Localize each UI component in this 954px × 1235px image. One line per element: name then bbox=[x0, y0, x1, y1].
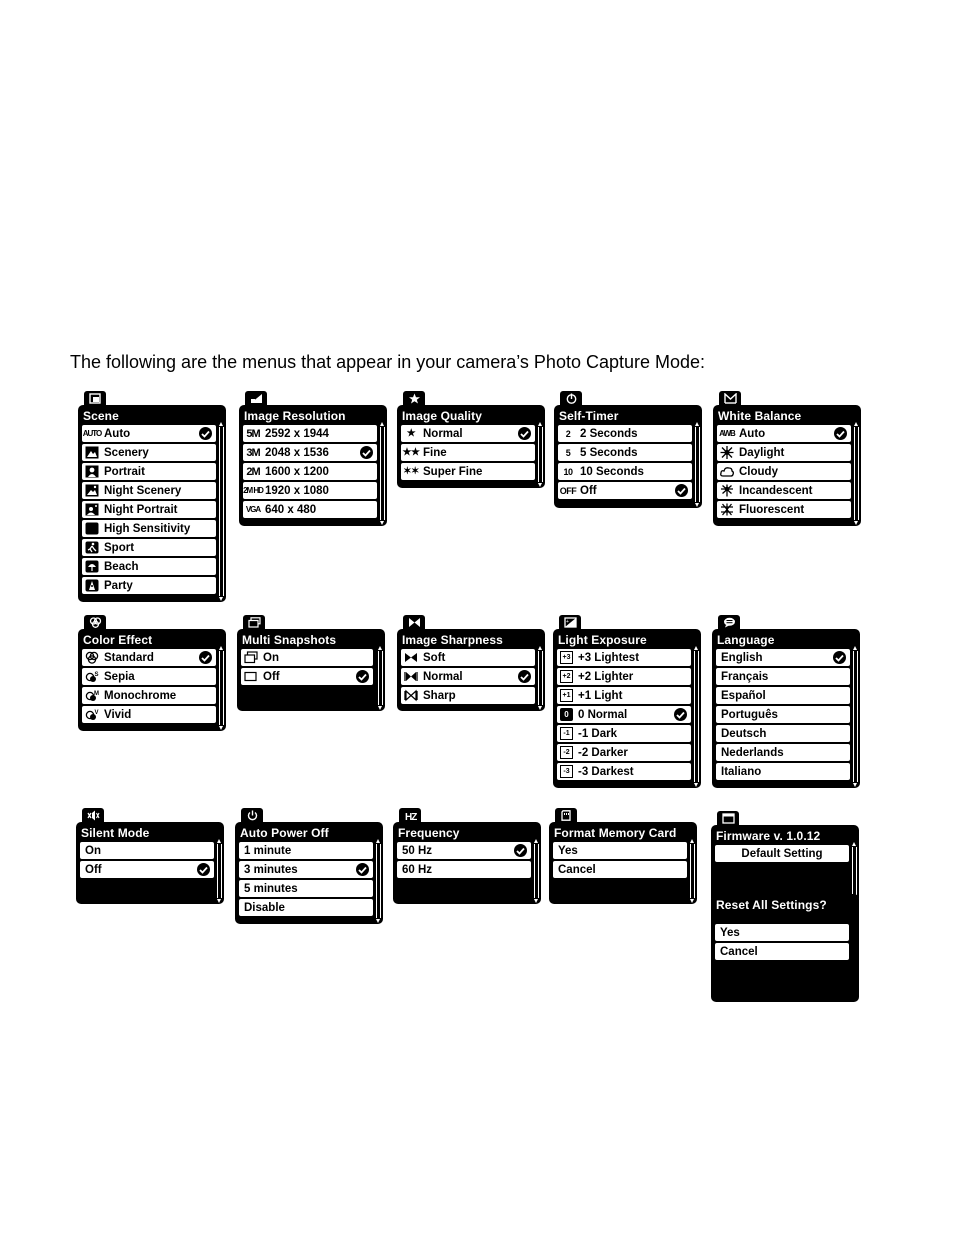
scrollbar[interactable] bbox=[219, 651, 224, 725]
menu-item[interactable] bbox=[557, 763, 691, 780]
menu-panel bbox=[549, 822, 697, 904]
menu-item-label: Monochrome bbox=[104, 689, 177, 702]
menu-items bbox=[557, 649, 691, 782]
menu-item-label: Sport bbox=[104, 541, 135, 554]
menu-item-label: 1920 x 1080 bbox=[265, 484, 329, 497]
menu-items bbox=[241, 649, 373, 687]
menu-item[interactable] bbox=[715, 924, 849, 941]
scrollbar[interactable] bbox=[695, 427, 700, 502]
menu-item-label: 60 Hz bbox=[402, 863, 433, 876]
exposure-icon[interactable] bbox=[559, 615, 581, 630]
label-badge-icon: 3M bbox=[246, 446, 260, 459]
menu-item-label: Super Fine bbox=[423, 465, 483, 478]
exposure-value-icon: +2 bbox=[560, 670, 573, 683]
menu-item-label: Português bbox=[721, 708, 778, 721]
scrollbar[interactable] bbox=[219, 427, 224, 596]
intro-text: The following are the menus that appear in your camera’s Photo Capture Mode: bbox=[70, 352, 706, 372]
menu-item-label: -2 Darker bbox=[578, 746, 628, 759]
label-badge-icon: AUTO bbox=[82, 429, 102, 438]
menu-item-label: -1 Dark bbox=[578, 727, 617, 740]
menu-item-label: On bbox=[85, 844, 101, 857]
menu-item-label: Yes bbox=[720, 926, 740, 939]
menu-panel bbox=[397, 629, 545, 711]
menu-item-label: +1 Light bbox=[578, 689, 623, 702]
menu-item[interactable] bbox=[80, 861, 214, 878]
menu-item[interactable] bbox=[557, 649, 691, 666]
menu-item[interactable] bbox=[82, 482, 216, 499]
menu-item[interactable] bbox=[82, 501, 216, 518]
label-badge-icon: VGA bbox=[245, 505, 261, 514]
monochrome-icon bbox=[85, 689, 99, 702]
label-badge-icon: 2M bbox=[246, 465, 260, 478]
menu-items bbox=[82, 649, 216, 725]
menu-image-resolution bbox=[239, 391, 387, 526]
svg-text:+: + bbox=[565, 619, 569, 625]
menu-item[interactable] bbox=[397, 842, 531, 859]
power-icon[interactable] bbox=[241, 808, 263, 823]
menu-frequency bbox=[393, 808, 541, 904]
mountain-icon bbox=[85, 446, 99, 459]
menu-item[interactable] bbox=[557, 725, 691, 742]
menu-title: Format Memory Card bbox=[554, 826, 677, 840]
svg-text:M: M bbox=[94, 691, 99, 697]
menu-item-label: +3 Lightest bbox=[578, 651, 640, 664]
menu-items bbox=[243, 425, 377, 520]
menu-light-exposure bbox=[553, 615, 701, 788]
menu-title: Self-Timer bbox=[559, 409, 619, 423]
menu-firmware bbox=[711, 811, 859, 903]
menu-item[interactable] bbox=[401, 668, 535, 685]
beach-icon bbox=[85, 560, 99, 573]
label-badge-icon: 5M bbox=[246, 427, 260, 440]
menu-item[interactable] bbox=[82, 444, 216, 461]
menu-items bbox=[558, 425, 692, 501]
menu-item-label: Vivid bbox=[104, 708, 132, 721]
menu-item-label: 5 Seconds bbox=[580, 446, 638, 459]
timer-value-icon: 10 bbox=[563, 466, 573, 477]
menu-item-label: Night Portrait bbox=[104, 503, 178, 516]
menu-item[interactable] bbox=[82, 649, 216, 666]
check-icon bbox=[199, 427, 212, 440]
menu-item-label: Disable bbox=[244, 901, 285, 914]
menu-image-sharpness bbox=[397, 615, 545, 711]
menu-panel bbox=[76, 822, 224, 904]
menu-item[interactable] bbox=[401, 425, 535, 442]
menu-item[interactable] bbox=[716, 763, 850, 780]
menu-item[interactable] bbox=[716, 744, 850, 761]
svg-text:S: S bbox=[94, 672, 99, 678]
menu-item[interactable] bbox=[717, 482, 851, 499]
check-icon bbox=[674, 708, 687, 721]
menu-item[interactable] bbox=[558, 482, 692, 499]
menu-item-label: Normal bbox=[423, 427, 463, 440]
menu-item-label: Off bbox=[580, 484, 597, 497]
menu-panel bbox=[78, 405, 226, 602]
menu-item-label: 2048 x 1536 bbox=[265, 446, 329, 459]
menu-item-label: Incandescent bbox=[739, 484, 813, 497]
timer-icon[interactable] bbox=[560, 391, 582, 406]
menu-item[interactable] bbox=[82, 577, 216, 594]
multi-on-icon bbox=[244, 651, 258, 664]
menu-title: Scene bbox=[83, 409, 119, 423]
menu-panel bbox=[711, 894, 859, 1002]
menu-items bbox=[553, 842, 687, 880]
menu-title: Light Exposure bbox=[558, 633, 647, 647]
menu-item[interactable] bbox=[716, 706, 850, 723]
hz-icon[interactable] bbox=[399, 808, 421, 823]
menu-item-label: 2 Seconds bbox=[580, 427, 638, 440]
menu-item-label: Deutsch bbox=[721, 727, 767, 740]
menu-silent-mode bbox=[76, 808, 224, 904]
menu-item-label: -3 Darkest bbox=[578, 765, 634, 778]
menu-item-label: Cancel bbox=[558, 863, 596, 876]
timer-value-icon: 5 bbox=[565, 447, 571, 458]
scrollbar[interactable] bbox=[534, 844, 539, 898]
menu-item-label: 1 minute bbox=[244, 844, 292, 857]
party-icon bbox=[85, 579, 99, 592]
menu-item[interactable] bbox=[82, 706, 216, 723]
svg-text:HZ: HZ bbox=[404, 812, 416, 821]
menu-item[interactable] bbox=[717, 425, 851, 442]
menu-item[interactable] bbox=[558, 425, 692, 442]
menu-items bbox=[82, 425, 216, 596]
menu-item-label: Yes bbox=[558, 844, 578, 857]
menu-title: Image Resolution bbox=[244, 409, 346, 423]
menu-item-label: Sharp bbox=[423, 689, 456, 702]
menu-item[interactable] bbox=[82, 558, 216, 575]
menu-item[interactable] bbox=[397, 861, 531, 878]
menu-auto-power-off bbox=[235, 808, 383, 924]
menu-item-label: High Sensitivity bbox=[104, 522, 191, 535]
menu-item[interactable] bbox=[716, 649, 850, 666]
scrollbar[interactable] bbox=[538, 651, 543, 705]
menu-item-label: On bbox=[263, 651, 279, 664]
sport-icon bbox=[85, 541, 99, 554]
menu-item-label: Daylight bbox=[739, 446, 785, 459]
menu-item-label: Normal bbox=[423, 670, 463, 683]
menu-items bbox=[715, 845, 849, 864]
scrollbar[interactable] bbox=[217, 844, 222, 898]
menu-item-label: Auto bbox=[104, 427, 131, 440]
menu-panel bbox=[239, 405, 387, 526]
exposure-value-icon: -1 bbox=[560, 727, 573, 740]
menu-item[interactable] bbox=[717, 444, 851, 461]
portrait-icon bbox=[85, 465, 99, 478]
check-icon bbox=[833, 651, 846, 664]
menu-items bbox=[717, 425, 851, 520]
menu-items bbox=[239, 842, 373, 918]
menu-item[interactable] bbox=[715, 845, 849, 862]
menu-item[interactable] bbox=[239, 861, 373, 878]
scrollbar[interactable] bbox=[380, 427, 385, 520]
soft-icon bbox=[404, 651, 418, 664]
scrollbar[interactable] bbox=[694, 651, 699, 782]
scrollbar[interactable] bbox=[852, 847, 857, 897]
standard-icon bbox=[85, 651, 99, 664]
color-effect-icon[interactable] bbox=[84, 615, 106, 630]
menu-title: Image Sharpness bbox=[402, 633, 503, 647]
scrollbar[interactable] bbox=[376, 844, 381, 918]
menu-item[interactable] bbox=[558, 444, 692, 461]
menu-item[interactable] bbox=[401, 687, 535, 704]
menu-item-label: 5 minutes bbox=[244, 882, 298, 895]
menu-item[interactable] bbox=[82, 687, 216, 704]
menu-panel bbox=[237, 629, 385, 711]
check-icon bbox=[356, 670, 369, 683]
menu-panel bbox=[554, 405, 702, 508]
menu-item-label: 50 Hz bbox=[402, 844, 433, 857]
menu-multi-snapshots bbox=[237, 615, 385, 711]
check-icon bbox=[834, 427, 847, 440]
menu-item[interactable] bbox=[557, 687, 691, 704]
menu-item[interactable] bbox=[557, 706, 691, 723]
scrollbar[interactable] bbox=[853, 651, 858, 782]
check-icon bbox=[518, 427, 531, 440]
menu-item[interactable] bbox=[82, 425, 216, 442]
menu-item-label: Nederlands bbox=[721, 746, 784, 759]
menu-items bbox=[401, 425, 535, 482]
menu-panel bbox=[397, 405, 545, 488]
menu-format-memory-card bbox=[549, 808, 697, 904]
menu-white-balance bbox=[713, 391, 861, 526]
menu-title: Silent Mode bbox=[81, 826, 150, 840]
resolution-icon[interactable] bbox=[245, 391, 267, 406]
vivid-icon bbox=[85, 708, 99, 721]
menu-item[interactable] bbox=[558, 463, 692, 480]
star-icon[interactable] bbox=[403, 391, 425, 406]
quality-stars-icon: ★★ bbox=[402, 447, 420, 458]
scrollbar[interactable] bbox=[690, 844, 695, 898]
menu-item[interactable] bbox=[557, 668, 691, 685]
menu-item-label: 10 Seconds bbox=[580, 465, 644, 478]
menu-item[interactable] bbox=[82, 539, 216, 556]
menu-item-label: English bbox=[721, 651, 763, 664]
menu-title: Language bbox=[717, 633, 775, 647]
timer-value-icon: 2 bbox=[565, 428, 571, 439]
menu-item-label: Cancel bbox=[720, 945, 758, 958]
menu-items bbox=[715, 924, 849, 962]
menu-color-effect bbox=[78, 615, 226, 731]
menu-item-label: Portrait bbox=[104, 465, 145, 478]
menu-item[interactable] bbox=[243, 501, 377, 518]
exposure-value-icon: +3 bbox=[560, 651, 573, 664]
menu-panel bbox=[711, 825, 859, 903]
menu-item-label: Fluorescent bbox=[739, 503, 805, 516]
menu-panel bbox=[78, 629, 226, 731]
fluorescent-icon bbox=[720, 503, 734, 516]
bulb-icon bbox=[720, 484, 734, 497]
menu-item[interactable] bbox=[553, 842, 687, 859]
menu-item-label: Español bbox=[721, 689, 766, 702]
menu-title: Reset All Settings? bbox=[716, 898, 827, 912]
menu-item-label: Default Setting bbox=[741, 847, 823, 860]
menu-item-label: 2592 x 1944 bbox=[265, 427, 329, 440]
menu-item[interactable] bbox=[243, 482, 377, 499]
menu-item-label: Sepia bbox=[104, 670, 135, 683]
menu-image-quality bbox=[397, 391, 545, 488]
menu-title: Firmware v. 1.0.12 bbox=[716, 829, 821, 843]
quality-stars-icon: ★ bbox=[406, 428, 416, 439]
menu-title: White Balance bbox=[718, 409, 802, 423]
check-icon bbox=[356, 863, 369, 876]
scrollbar[interactable] bbox=[378, 651, 383, 705]
check-icon bbox=[199, 651, 212, 664]
sharp-icon bbox=[404, 689, 418, 702]
menu-item[interactable] bbox=[716, 687, 850, 704]
menu-item[interactable] bbox=[82, 668, 216, 685]
check-icon bbox=[675, 484, 688, 497]
exposure-value-icon: -2 bbox=[560, 746, 573, 759]
menu-item-label: Beach bbox=[104, 560, 139, 573]
night-portrait-icon bbox=[85, 503, 99, 516]
menu-item-label: 3 minutes bbox=[244, 863, 298, 876]
menu-title: Multi Snapshots bbox=[242, 633, 337, 647]
menu-item[interactable] bbox=[715, 943, 849, 960]
menu-items bbox=[716, 649, 850, 782]
menu-item[interactable] bbox=[557, 744, 691, 761]
menu-title: Image Quality bbox=[402, 409, 482, 423]
menu-item[interactable] bbox=[401, 649, 535, 666]
menu-panel bbox=[393, 822, 541, 904]
menu-title: Frequency bbox=[398, 826, 460, 840]
menu-self-timer bbox=[554, 391, 702, 508]
menu-panel bbox=[553, 629, 701, 788]
scrollbar[interactable] bbox=[854, 427, 859, 520]
menu-item-label: Italiano bbox=[721, 765, 762, 778]
menu-item[interactable] bbox=[243, 425, 377, 442]
menu-item-label: Night Scenery bbox=[104, 484, 182, 497]
menu-item[interactable] bbox=[553, 861, 687, 878]
check-icon bbox=[360, 446, 373, 459]
menu-item-label: Scenery bbox=[104, 446, 149, 459]
menu-item-label: Auto bbox=[739, 427, 766, 440]
menu-item[interactable] bbox=[716, 725, 850, 742]
scrollbar[interactable] bbox=[538, 427, 543, 482]
menu-item[interactable] bbox=[82, 520, 216, 537]
menu-item[interactable] bbox=[401, 463, 535, 480]
menu-item[interactable] bbox=[243, 463, 377, 480]
menu-item-label: 0 Normal bbox=[578, 708, 628, 721]
menu-item[interactable] bbox=[80, 842, 214, 859]
menu-item[interactable] bbox=[243, 444, 377, 461]
cloud-icon bbox=[720, 465, 734, 478]
menu-items bbox=[401, 649, 535, 706]
sepia-icon bbox=[85, 670, 99, 683]
speaker-mute-icon[interactable] bbox=[82, 808, 104, 823]
menu-item[interactable] bbox=[239, 899, 373, 916]
menu-item[interactable] bbox=[241, 649, 373, 666]
menu-panel bbox=[712, 629, 860, 788]
exposure-value-icon: 0 bbox=[560, 708, 573, 721]
menu-title: Auto Power Off bbox=[240, 826, 329, 840]
menu-panel bbox=[235, 822, 383, 924]
white-balance-icon[interactable] bbox=[719, 391, 741, 406]
memory-card-icon[interactable] bbox=[555, 808, 577, 823]
menu-item[interactable] bbox=[717, 501, 851, 518]
check-icon bbox=[518, 670, 531, 683]
menu-reset-all bbox=[711, 894, 859, 1002]
sun-icon bbox=[720, 446, 734, 459]
menu-item-label: Off bbox=[263, 670, 280, 683]
exposure-value-icon: +1 bbox=[560, 689, 573, 702]
night-scenery-icon bbox=[85, 484, 99, 497]
menu-item[interactable] bbox=[82, 463, 216, 480]
menu-title: Color Effect bbox=[83, 633, 153, 647]
menu-item-label: 1600 x 1200 bbox=[265, 465, 329, 478]
menu-item[interactable] bbox=[239, 842, 373, 859]
label-badge-icon: 2M HD bbox=[243, 486, 263, 495]
menu-item-label: Standard bbox=[104, 651, 154, 664]
menu-item[interactable] bbox=[401, 444, 535, 461]
menu-items bbox=[80, 842, 214, 880]
menu-language bbox=[712, 615, 860, 788]
menu-scene bbox=[78, 391, 226, 602]
sharpness-icon[interactable] bbox=[403, 615, 425, 630]
menu-item-label: Fine bbox=[423, 446, 447, 459]
timer-value-icon: OFF bbox=[559, 485, 577, 496]
menu-item-label: Party bbox=[104, 579, 133, 592]
high-sensitivity-icon bbox=[85, 522, 99, 535]
menu-item[interactable] bbox=[241, 668, 373, 685]
normal-sharp-icon bbox=[404, 670, 418, 683]
menu-item-label: Français bbox=[721, 670, 769, 683]
menu-items bbox=[397, 842, 531, 880]
menu-item[interactable] bbox=[239, 880, 373, 897]
exposure-value-icon: -3 bbox=[560, 765, 573, 778]
multi-snapshot-icon[interactable] bbox=[243, 615, 265, 630]
menu-item-label: Off bbox=[85, 863, 102, 876]
multi-off-icon bbox=[244, 670, 258, 683]
menu-item-label: Cloudy bbox=[739, 465, 778, 478]
window-icon[interactable] bbox=[717, 811, 739, 826]
menu-item-label: Soft bbox=[423, 651, 446, 664]
check-icon bbox=[514, 844, 527, 857]
label-badge-icon: AWB bbox=[719, 429, 735, 438]
menu-item[interactable] bbox=[716, 668, 850, 685]
menu-panel bbox=[713, 405, 861, 526]
menu-item[interactable] bbox=[717, 463, 851, 480]
menu-item-label: 640 x 480 bbox=[265, 503, 317, 516]
svg-text:V: V bbox=[94, 710, 99, 716]
scene-icon[interactable] bbox=[84, 391, 106, 406]
quality-stars-icon: ✶✶ bbox=[403, 466, 419, 477]
menu-item-label: +2 Lighter bbox=[578, 670, 634, 683]
speech-bubble-icon[interactable] bbox=[718, 615, 740, 630]
check-icon bbox=[197, 863, 210, 876]
